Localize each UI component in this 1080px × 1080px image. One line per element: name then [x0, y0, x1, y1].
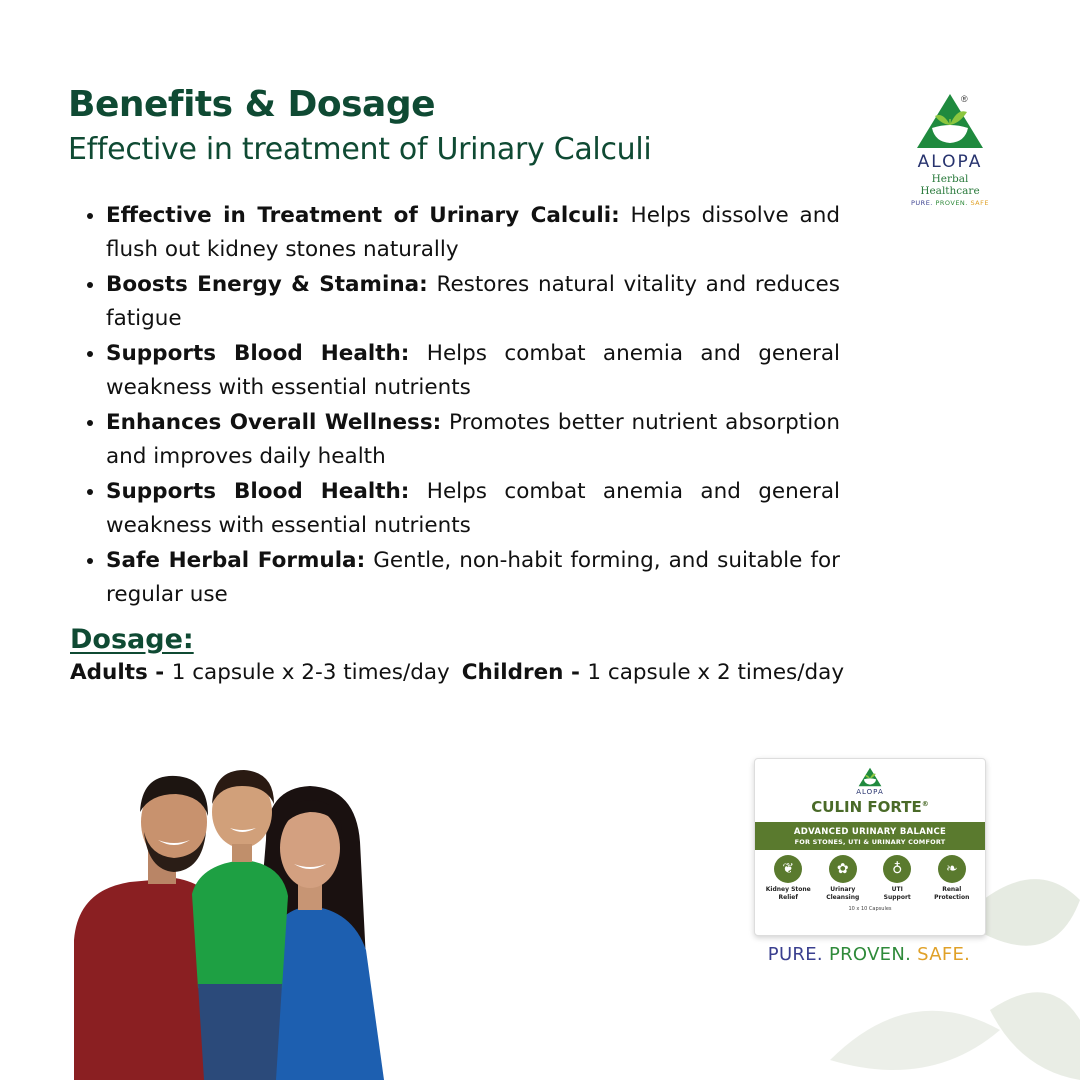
product-logo-icon — [857, 767, 883, 787]
dosage-heading: Dosage: — [70, 624, 194, 655]
adults-label: Adults - — [70, 660, 172, 685]
benefit-text: Helps combat anemia and general weakness with essential nutrients — [106, 479, 840, 538]
family-photo — [70, 760, 410, 1080]
benefit-title: Supports Blood Health: — [106, 341, 410, 366]
product-band — [755, 822, 985, 850]
benefit-item — [106, 267, 840, 336]
logo-name: ALOPA — [917, 152, 983, 172]
feature-label: Renal Protection — [934, 886, 970, 901]
logo-tag-safe: SAFE — [970, 199, 989, 207]
logo-subtitle: Herbal Healthcare — [920, 173, 980, 197]
feature-label: Urinary Cleansing — [826, 886, 860, 901]
product-name — [755, 798, 985, 816]
benefits-list — [78, 198, 840, 612]
alopa-logo — [904, 92, 996, 207]
kidney-icon: ❦ — [774, 855, 802, 883]
product-registered-mark: ® — [921, 800, 929, 808]
registered-mark: ® — [961, 94, 968, 104]
tagline — [754, 944, 984, 965]
benefit-item — [106, 336, 840, 405]
benefit-title: Boosts Energy & Stamina: — [106, 272, 428, 297]
product-features — [755, 850, 985, 902]
benefit-item — [106, 543, 840, 612]
benefit-title: Enhances Overall Wellness: — [106, 410, 442, 435]
cleansing-icon: ✿ — [829, 855, 857, 883]
culin-forte-product-box — [754, 758, 986, 936]
tagline-proven: PROVEN. — [828, 944, 918, 965]
feature-renal-protection — [926, 855, 978, 902]
capsule-count: 10 x 10 Capsules — [848, 906, 892, 912]
children-label: Children - — [461, 660, 588, 685]
benefit-item — [106, 198, 840, 267]
renal-icon: ❧ — [938, 855, 966, 883]
benefit-text: Helps dissolve and flush out kidney stones naturally — [106, 203, 840, 262]
feature-label: UTI Support — [883, 886, 911, 901]
page-subtitle: Effective in treatment of Urinary Calculi — [68, 132, 652, 167]
product-name-text: CULIN FORTE — [811, 798, 922, 816]
adults-dosage: 1 capsule x 2-3 times/day — [171, 660, 450, 685]
logo-tag-pure: PURE. — [911, 199, 936, 207]
benefit-text: Restores natural vitality and reduces fatigue — [106, 272, 840, 331]
product-brand: ALOPA — [856, 788, 884, 796]
logo-tagline — [904, 199, 996, 207]
alopa-triangle-leaf-icon — [915, 92, 985, 150]
uti-icon: ♁ — [883, 855, 911, 883]
benefit-text: Gentle, non-habit forming, and suitable for regular use — [106, 548, 840, 607]
benefit-title: Effective in Treatment of Urinary Calculi: — [106, 203, 620, 228]
feature-urinary-cleansing — [817, 855, 869, 902]
product-band-line2: FOR STONES, UTI & URINARY COMFORT — [794, 838, 946, 846]
children-dosage: 1 capsule x 2 times/day — [587, 660, 845, 685]
feature-uti-support — [871, 855, 923, 902]
logo-tag-proven: PROVEN. — [935, 199, 971, 207]
product-band-line1: ADVANCED URINARY BALANCE — [793, 827, 947, 837]
benefit-text: Promotes better nutrient absorption and improves daily health — [106, 410, 840, 469]
feature-kidney-stone-relief — [762, 855, 814, 902]
page-title: Benefits & Dosage — [68, 84, 436, 125]
benefit-title: Supports Blood Health: — [106, 479, 410, 504]
benefit-item — [106, 405, 840, 474]
dosage-line — [70, 660, 844, 685]
feature-label: Kidney Stone Relief — [765, 886, 811, 901]
benefit-item — [106, 474, 840, 543]
tagline-pure: PURE. — [767, 944, 829, 965]
benefit-text: Helps combat anemia and general weakness with essential nutrients — [106, 341, 840, 400]
tagline-safe: SAFE. — [917, 944, 971, 965]
benefit-title: Safe Herbal Formula: — [106, 548, 366, 573]
